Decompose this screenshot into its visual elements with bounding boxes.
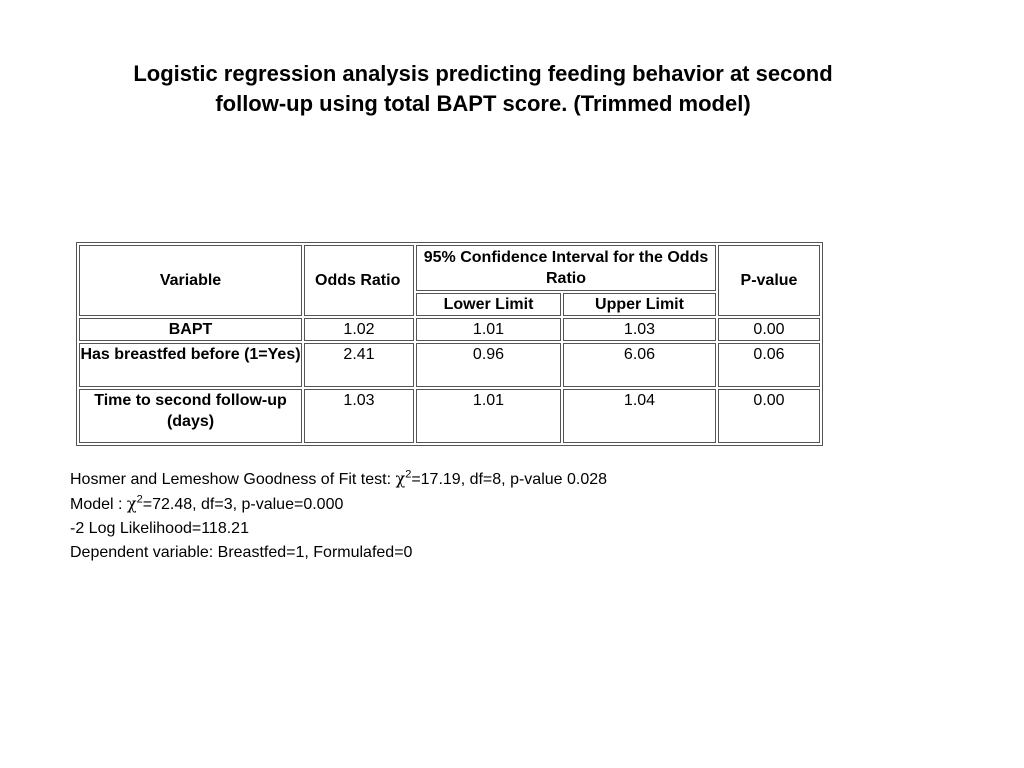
header-upper-limit: Upper Limit bbox=[563, 293, 716, 316]
row-odds-ratio: 2.41 bbox=[304, 343, 414, 387]
hosmer-lemeshow-note bbox=[70, 467, 607, 492]
header-odds-ratio: Odds Ratio bbox=[304, 245, 414, 316]
table-row bbox=[79, 389, 820, 443]
row-upper-limit: 6.06 bbox=[563, 343, 716, 387]
title-line-2: follow-up using total BAPT score. (Trimmed model) bbox=[215, 91, 751, 116]
row-lower-limit: 1.01 bbox=[416, 389, 561, 443]
header-row-1 bbox=[79, 245, 820, 291]
model-prefix: Model : bbox=[70, 496, 127, 513]
hosmer-prefix: Hosmer and Lemeshow Goodness of Fit test: bbox=[70, 471, 396, 488]
row-odds-ratio: 1.03 bbox=[304, 389, 414, 443]
row-lower-limit: 1.01 bbox=[416, 318, 561, 341]
row-p-value: 0.00 bbox=[718, 318, 820, 341]
dependent-variable-note: Dependent variable: Breastfed=1, Formulafed=0 bbox=[70, 544, 413, 561]
model-suffix: =72.48, df=3, p-value=0.000 bbox=[142, 496, 344, 513]
row-upper-limit: 1.03 bbox=[563, 318, 716, 341]
hosmer-suffix: =17.19, df=8, p-value 0.028 bbox=[411, 471, 608, 488]
row-variable: Has breastfed before (1=Yes) bbox=[79, 343, 302, 387]
log-likelihood-note: -2 Log Likelihood=118.21 bbox=[70, 520, 249, 537]
row-variable: BAPT bbox=[79, 318, 302, 341]
table-row bbox=[79, 318, 820, 341]
model-notes bbox=[70, 467, 607, 565]
row-lower-limit: 0.96 bbox=[416, 343, 561, 387]
title-line-1: Logistic regression analysis predicting feeding behavior at second bbox=[133, 61, 833, 86]
table-row bbox=[79, 343, 820, 387]
model-fit-note bbox=[70, 492, 607, 517]
page-title bbox=[40, 59, 926, 119]
row-p-value: 0.00 bbox=[718, 389, 820, 443]
chi-superscript: 2 bbox=[405, 468, 412, 481]
chi-superscript: 2 bbox=[136, 493, 143, 506]
row-upper-limit: 1.04 bbox=[563, 389, 716, 443]
header-confidence-interval: 95% Confidence Interval for the Odds Ratio bbox=[416, 245, 716, 291]
row-p-value: 0.06 bbox=[718, 343, 820, 387]
header-lower-limit: Lower Limit bbox=[416, 293, 561, 316]
chi-symbol: χ bbox=[395, 469, 406, 488]
header-variable: Variable bbox=[79, 245, 302, 316]
row-odds-ratio: 1.02 bbox=[304, 318, 414, 341]
header-p-value: P-value bbox=[718, 245, 820, 316]
row-variable: Time to second follow-up (days) bbox=[79, 389, 302, 443]
chi-symbol: χ bbox=[126, 494, 137, 513]
regression-table bbox=[76, 242, 823, 446]
